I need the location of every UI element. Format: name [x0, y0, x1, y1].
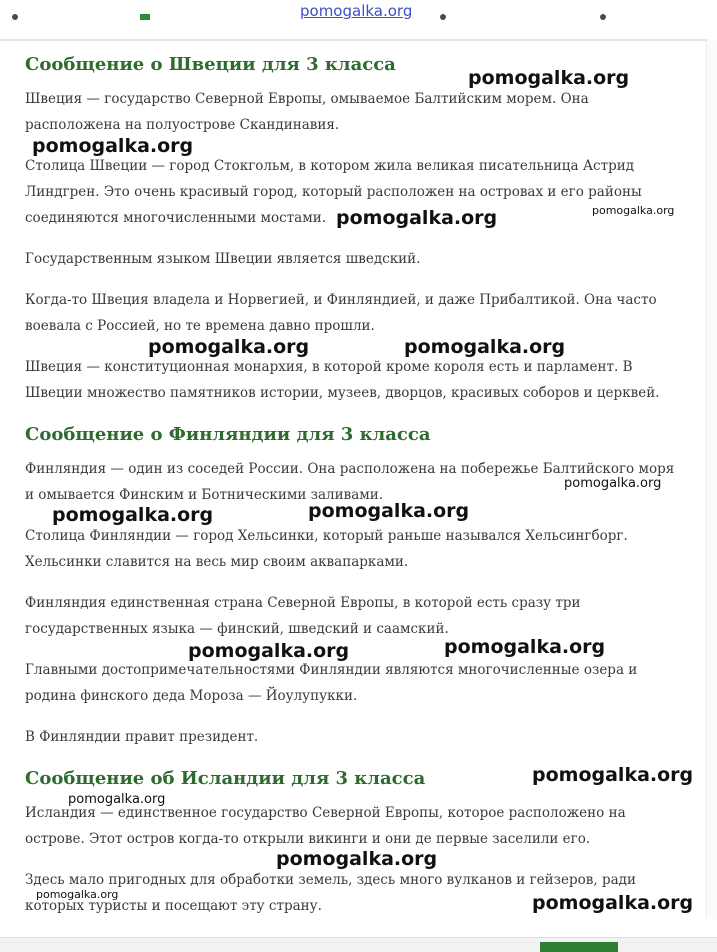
watermark: pomogalka.org — [36, 888, 119, 901]
watermark: pomogalka.org — [532, 892, 694, 914]
sidebar-edge — [706, 39, 717, 919]
section-title-iceland: Сообщение об Исландии для 3 класса — [25, 768, 426, 789]
nav-dot-icon — [12, 14, 18, 20]
watermark: pomogalka.org — [308, 500, 470, 522]
paragraph: Швеция — конституционная монархия, в которой кроме короля есть и парламент. В Швеции множество памятников истории, музеев, дворцов, красивых соборов и церквей. — [25, 359, 660, 401]
watermark: pomogalka.org — [532, 764, 694, 786]
bottom-bar — [0, 937, 717, 952]
nav-dot-icon — [600, 14, 606, 20]
watermark: pomogalka.org — [32, 135, 194, 157]
paragraph: Исландия — единственное государство Северной Европы, которое расположено на острове. Этот остров когда-то открыли викинги и они де первые заселили его. — [25, 805, 626, 847]
paragraph: Швеция — государство Северной Европы, омываемое Балтийским морем. Она расположена на полуострове Скандинавия. — [25, 91, 589, 133]
watermark: pomogalka.org — [468, 67, 630, 89]
paragraph: Когда-то Швеция владела и Норвегией, и Финляндией, и даже Прибалтикой. Она часто воевала с Россией, но те времена давно прошли. — [25, 292, 657, 334]
paragraph: Главными достопримечательностями Финляндии являются многочисленные озера и родина финского деда Мороза — Йоулупукки. — [25, 662, 638, 704]
nav-green-icon — [140, 14, 150, 20]
paragraph: Столица Финляндии — город Хельсинки, который раньше назывался Хельсингборг. Хельсинки славится на весь мир своим аквапарками. — [25, 528, 628, 570]
paragraph: Финляндия единственная страна Северной Европы, в которой есть сразу три государственных языка — финский, шведский и саамский. — [25, 595, 581, 637]
paragraph: Столица Швеции — город Стокгольм, в котором жила великая писательница Астрид Линдгрен. Это очень красивый город, который расположен на островах и его районы соединяются многочисленными мостами. — [25, 158, 642, 226]
section-title-sweden: Сообщение о Швеции для 3 класса — [25, 54, 396, 75]
paragraph: В Финляндии правит президент. — [25, 729, 259, 745]
top-bar — [0, 0, 717, 41]
nav-dot-icon — [440, 14, 446, 20]
paragraph: Здесь мало пригодных для обработки земель, здесь много вулканов и гейзеров, ради которых туристы и посещают эту страну. — [25, 872, 636, 914]
watermark: pomogalka.org — [276, 848, 438, 870]
watermark: pomogalka.org — [188, 640, 350, 662]
watermark: pomogalka.org — [564, 476, 662, 491]
watermark: pomogalka.org — [592, 204, 675, 217]
watermark: pomogalka.org — [336, 207, 498, 229]
site-brand-link[interactable]: pomogalka.org — [300, 2, 413, 20]
watermark: pomogalka.org — [404, 336, 566, 358]
watermark: pomogalka.org — [68, 792, 166, 807]
footer-action-button[interactable] — [540, 942, 618, 952]
section-title-finland: Сообщение о Финляндии для 3 класса — [25, 424, 431, 445]
watermark: pomogalka.org — [148, 336, 310, 358]
paragraph: Финляндия — один из соседей России. Она расположена на побережье Балтийского моря и омывается Финским и Ботническими заливами. — [25, 461, 675, 503]
paragraph: Государственным языком Швеции является шведский. — [25, 251, 421, 267]
watermark: pomogalka.org — [52, 504, 214, 526]
watermark: pomogalka.org — [444, 636, 606, 658]
